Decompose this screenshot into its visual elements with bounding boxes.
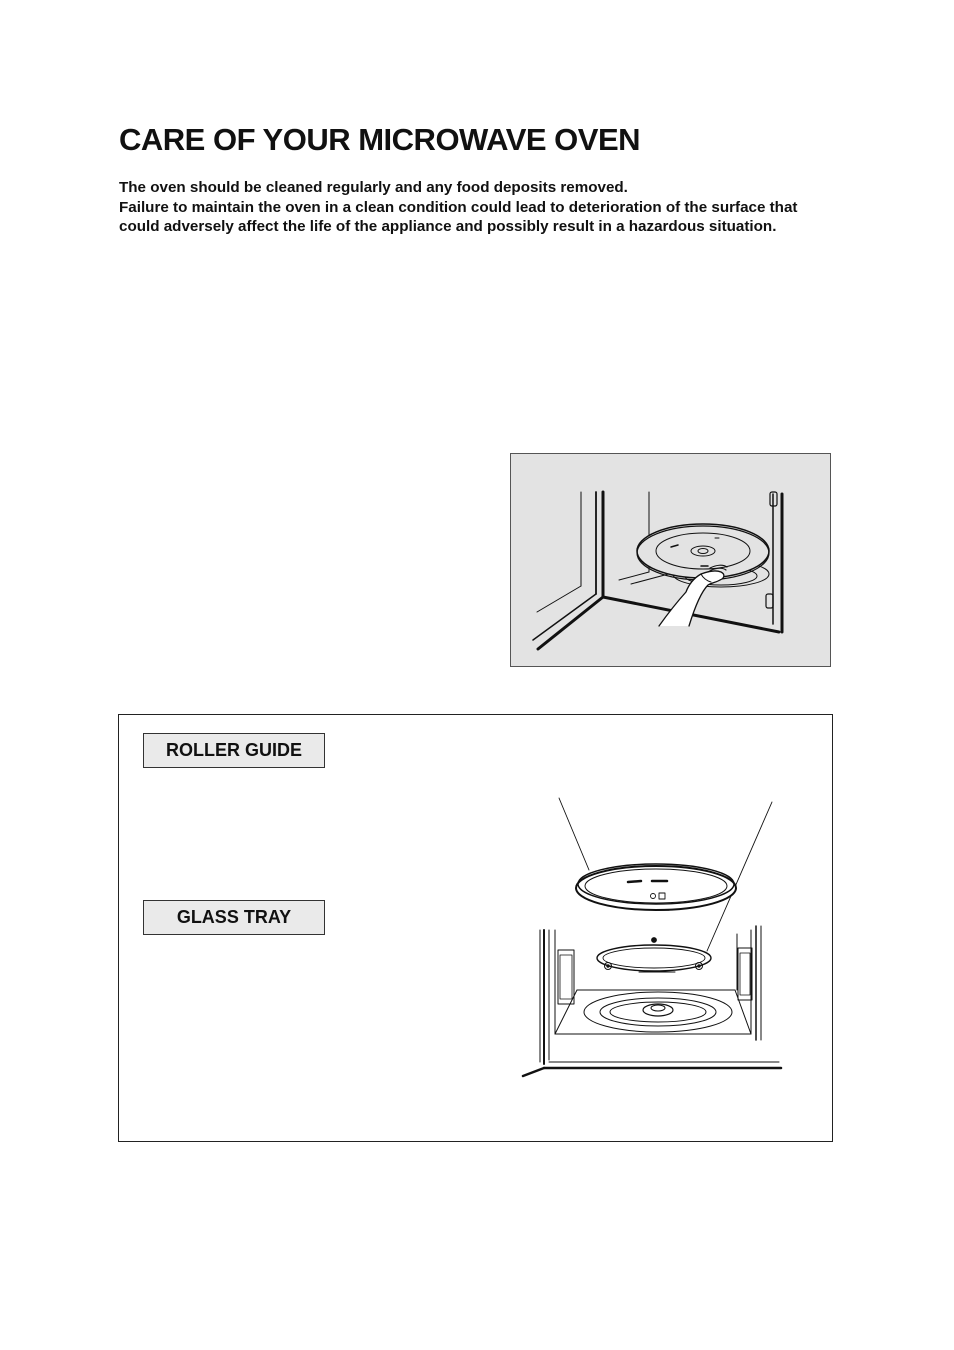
intro-paragraph-1: The oven should be cleaned regularly and any food deposits removed. <box>119 179 628 196</box>
leader-line-glass-tray <box>559 798 589 870</box>
glass-tray-label: GLASS TRAY <box>143 900 325 935</box>
intro-text <box>119 178 819 237</box>
glass-tray-drawing <box>576 864 736 910</box>
hand-removing-tray-illustration <box>511 454 832 668</box>
hand-removing-tray-figure <box>510 453 831 667</box>
intro-paragraph-2: Failure to maintain the oven in a clean condition could lead to deterioration of the surface that could adversely affect the life of the appliance and possibly result in a hazardous situation. <box>119 198 798 235</box>
roller-guide-label: ROLLER GUIDE <box>143 733 325 768</box>
page-title: CARE OF YOUR MICROWAVE OVEN <box>119 122 641 157</box>
roller-guide-drawing <box>597 938 711 973</box>
tray-and-roller-guide-illustration <box>515 790 790 1085</box>
